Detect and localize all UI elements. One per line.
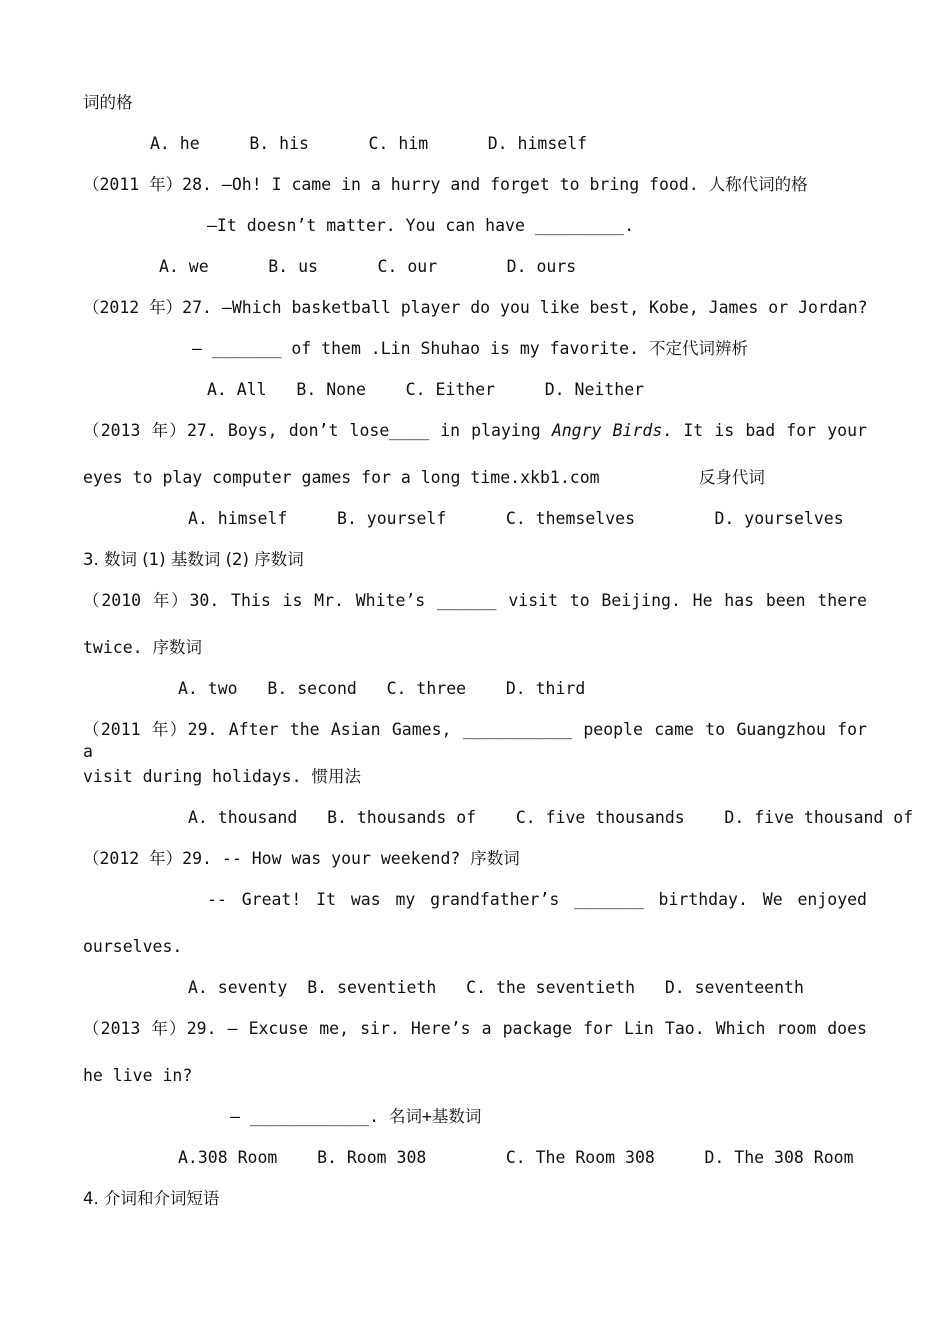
question-line: twice. 序数词 <box>83 638 203 657</box>
options-line: A. himself B. yourself C. themselves D. yourselves <box>188 509 844 528</box>
question-2013-29: （2013 年）29. — Excuse me, sir. Here’s a package for Lin Tao. Which room does <box>83 1019 867 1038</box>
question-line: — ____________. 名词+基数词 <box>230 1107 482 1126</box>
options-line: A. All B. None C. Either D. Neither <box>207 380 645 399</box>
question-2012-29: （2012 年）29. -- How was your weekend? 序数词 <box>83 849 520 868</box>
line-1: 词的格 <box>83 93 133 112</box>
question-2010-30: （2010 年）30. This is Mr. White’s ______ visit to Beijing. He has been there <box>83 591 867 610</box>
question-line: —It doesn’t matter. You can have _________. <box>207 216 635 235</box>
options-line: A. he B. his C. him D. himself <box>150 134 588 153</box>
options-line: A.308 Room B. Room 308 C. The Room 308 D. The 308 Room <box>178 1148 854 1167</box>
question-line: visit during holidays. 惯用法 <box>83 767 361 786</box>
question-line: ourselves. <box>83 937 183 956</box>
question-line: – _______ of them .Lin Shuhao is my favorite. 不定代词辨析 <box>192 339 748 358</box>
options-line: A. seventy B. seventieth C. the seventieth D. seventeenth <box>188 978 804 997</box>
question-line: -- Great! It was my grandfather’s _______ birthday. We enjoyed <box>207 890 867 909</box>
question-line: eyes to play computer games for a long time.xkb1.com 反身代词 <box>83 468 765 487</box>
question-2013-27: （2013 年）27. Boys, don’t lose____ in playing Angry Birds. It is bad for your <box>83 421 867 440</box>
question-2011-28: （2011 年）28. —Oh! I came in a hurry and forget to bring food. 人称代词的格 <box>83 175 808 194</box>
question-2011-29: （2011 年）29. After the Asian Games, ___________ people came to Guangzhou for a <box>83 720 867 761</box>
section-heading-4: 4. 介词和介词短语 <box>83 1189 220 1208</box>
question-2012-27: （2012 年）27. –Which basketball player do you like best, Kobe, James or Jordan? <box>83 298 868 317</box>
options-line: A. we B. us C. our D. ours <box>159 257 577 276</box>
section-heading-3: 3. 数词 (1) 基数词 (2) 序数词 <box>83 550 304 569</box>
question-line: he live in? <box>83 1066 193 1085</box>
game-title: Angry Birds <box>551 421 663 440</box>
options-line: A. thousand B. thousands of C. five thousands D. five thousand of <box>188 808 914 827</box>
options-line: A. two B. second C. three D. third <box>178 679 586 698</box>
